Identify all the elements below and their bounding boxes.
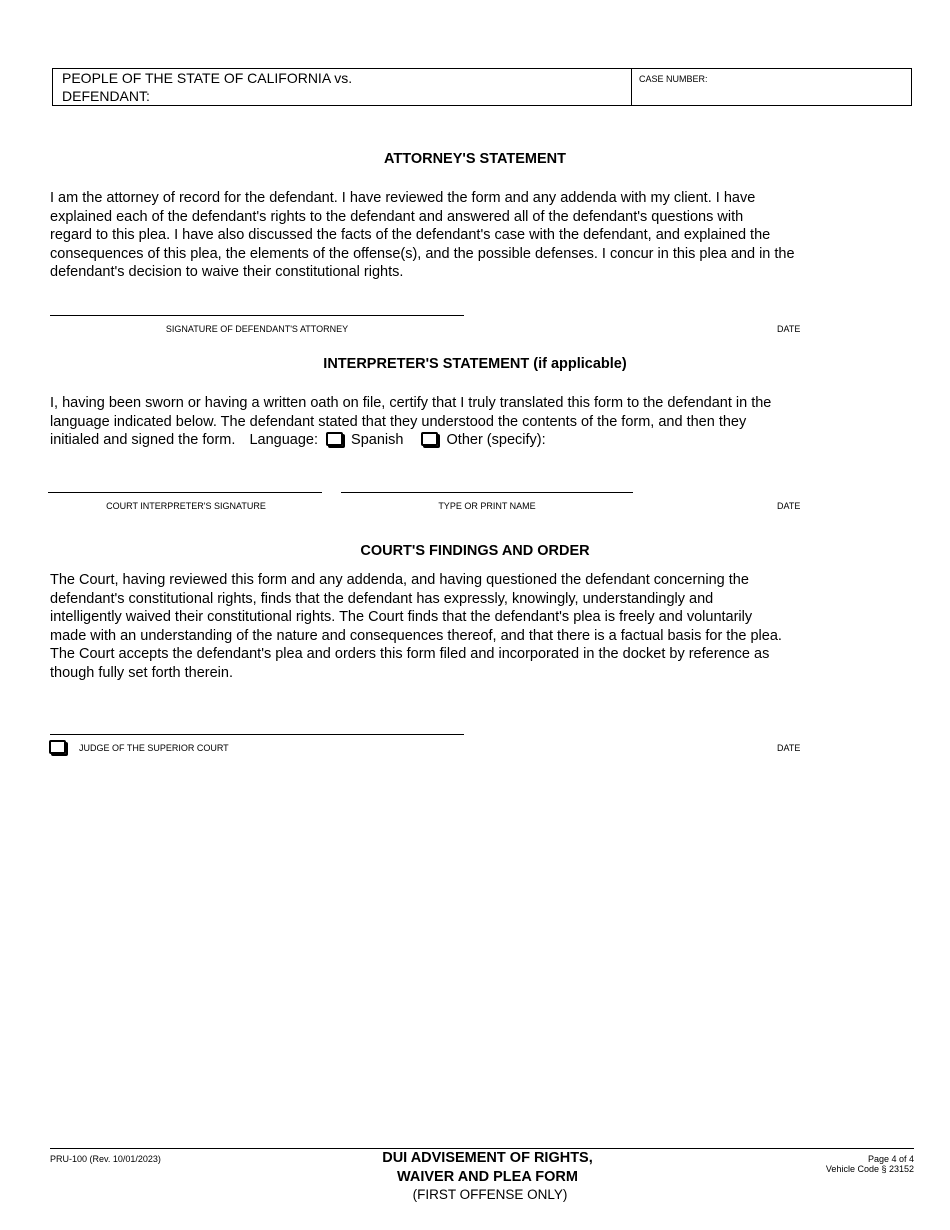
defendant-field[interactable]: DEFENDANT: (62, 88, 150, 104)
spanish-checkbox[interactable] (326, 432, 343, 446)
form-id: PRU-100 (Rev. 10/01/2023) (50, 1154, 161, 1164)
text-line: language indicated below. The defendant stated that they understood the contents of the form, and then they (50, 413, 747, 430)
interpreter-statement-text (50, 394, 860, 450)
vehicle-code: Vehicle Code § 23152 (825, 1164, 914, 1174)
court-date-label: DATE (777, 743, 801, 753)
court-findings-text (50, 571, 880, 683)
attorney-statement-heading: ATTORNEY'S STATEMENT (383, 151, 566, 167)
text-line: explained each of the defendant's rights to the defendant and answered all of the defendant's questions with (50, 208, 744, 225)
text-line: though fully set forth therein. (50, 664, 233, 681)
case-number-field[interactable]: CASE NUMBER: (639, 74, 708, 84)
text-line: The Court, having reviewed this form and any addenda, and having questioned the defendant concerning the (50, 572, 749, 588)
case-header-box (52, 68, 912, 106)
attorney-statement-text (50, 189, 860, 282)
text-line: defendant's decision to waive their constitutional rights. (50, 264, 404, 281)
page-number: Page 4 of 4 (867, 1154, 914, 1164)
form-subtitle: (FIRST OFFENSE ONLY) (412, 1187, 568, 1202)
parties-line: PEOPLE OF THE STATE OF CALIFORNIA vs. (62, 70, 353, 86)
text-line-start: initialed and signed the form. (50, 432, 236, 449)
judge-label: JUDGE OF THE SUPERIOR COURT (79, 743, 229, 753)
interpreter-signature-label: COURT INTERPRETER'S SIGNATURE (106, 501, 266, 511)
other-language-checkbox[interactable] (421, 432, 438, 446)
page-info (826, 1154, 914, 1174)
text-line: defendant's constitutional rights, finds that the defendant has expressly, knowingly, understandingly and (50, 590, 714, 607)
text-line (50, 431, 860, 450)
text-line: The Court accepts the defendant's plea and orders this form filed and incorporated in the docket by reference as (50, 646, 770, 663)
form-title (0, 1149, 950, 1186)
attorney-signature-line[interactable] (50, 315, 464, 316)
interpreter-name-label: TYPE OR PRINT NAME (438, 501, 536, 511)
interpreter-statement-heading: INTERPRETER'S STATEMENT (if applicable) (323, 356, 627, 372)
parties-cell (53, 69, 632, 105)
judge-checkbox[interactable] (49, 739, 66, 757)
interpreter-date-label: DATE (777, 501, 801, 511)
other-language-label: Other (specify): (446, 432, 546, 449)
form-title-line: WAIVER AND PLEA FORM (397, 1168, 578, 1185)
attorney-date-label: DATE (777, 324, 801, 334)
text-line: I, having been sworn or having a written oath on file, certify that I truly translated this form to the defendant in the (50, 395, 772, 411)
language-label: Language: (249, 432, 318, 449)
text-line: consequences of this plea, the elements of the offense(s), and the possible defenses. I concur in this plea and in the (50, 245, 795, 262)
attorney-signature-label: SIGNATURE OF DEFENDANT'S ATTORNEY (165, 324, 349, 334)
interpreter-name-line[interactable] (341, 492, 633, 493)
spanish-option-label: Spanish (351, 432, 404, 449)
form-title-line: DUI ADVISEMENT OF RIGHTS, (382, 1150, 593, 1166)
text-line: made with an understanding of the nature and consequences thereof, and that there is a factual basis for the plea. (50, 627, 782, 644)
court-findings-heading: COURT'S FINDINGS AND ORDER (360, 543, 590, 559)
text-line: intelligently waived their constitutional rights. The Court finds that the defendant's plea is freely and voluntarily (50, 609, 753, 626)
text-line: I am the attorney of record for the defendant. I have reviewed the form and any addenda with my client. I have (50, 190, 756, 206)
interpreter-signature-line[interactable] (48, 492, 322, 493)
text-line: regard to this plea. I have also discussed the facts of the defendant's case with the defendant, and explained the (50, 227, 771, 244)
judge-signature-line[interactable] (50, 734, 464, 735)
